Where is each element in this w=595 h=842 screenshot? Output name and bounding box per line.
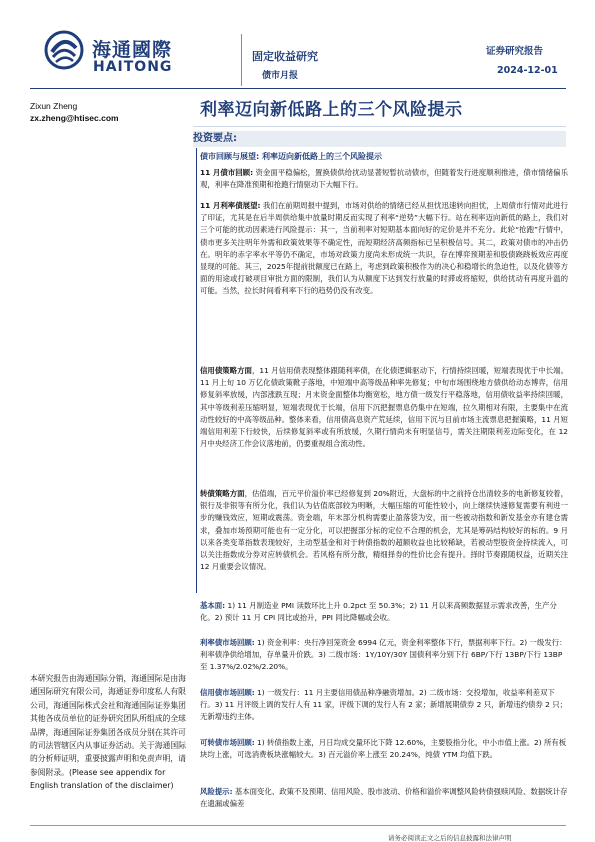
haitong-logo-icon [44,30,84,70]
section-lead: 利率债市场回顾: [200,638,255,647]
section-text: 1) 转债指数上涨，月日均成交量环比下降 12.60%，主要股指分化，中小市值上涨。2) 所有板块均上涨，可选消费板块涨幅较大。3) 百元溢价率上涨至 20.24%，纯债 YTM 均值下跌。 [200,738,567,760]
report-category: 固定收益研究 [252,50,318,63]
section-fundamentals [200,600,568,624]
paragraph-lead: 11 月利率债展望: [200,201,261,210]
author-name: Zixun Zheng [30,101,78,111]
header-divider [241,34,242,86]
paragraph-lead: 信用债策略方面 [200,366,252,375]
report-date: 2024-12-01 [497,65,558,76]
paragraph-market-review [200,167,568,191]
author-email: zx.zheng@htisec.com [30,113,119,123]
paragraph-text: ，估值端，百元平价溢价率已经修复到 20%附近，大盘标的中之前持仓出清较多的电新修复较着，银行及非银等有所分化，我们认为估值底部较为明晰，大幅压缩的可能性较小，向上继续快速修复需要有利进一步的赚钱效应，短期或震荡。资金端，年末部分机构需要止盈落袋为安，而一些被动指数和新发基金亦有建仓需求，叠加市场预期可能也有一定分化，可以把握部分标的定位不合理的机会，尤其是筹码结构较好的标的。9 月以来各类变革指数表现较好，主动型基金和对于转债指数的超额收益也比较稀缺，若被动型股资金持续流入，可以关注指数成分券对应转债机会。若风格有所分散，精细择券的性价比会有提升。择时节奏跟随权益，近期关注 12 月重要会议情况。 [200,489,568,572]
report-subcategory: 债市月报 [262,71,299,81]
highlights-label-bar [193,131,566,147]
section-lead: 风险提示: [200,787,233,796]
header-rule [30,88,566,89]
author-block [30,100,119,124]
section-text: 1) 资金利率：央行净回笼资金 6994 亿元，资金利率整体下行，票据利率下行。2) 一级发行：利率债净供给增加，存单量升价跌。3) 二级市场：1Y/10Y/30Y 国债利率分别下行 6BP/下行 13BP/下行 13BP 至 1.37%/2.02%/2.20%。 [200,638,567,672]
section-text: 1) 一级发行：11 月主要信用债品种净融资增加。2) 二级市场：交投增加，收益率利差双下行。3) 11 月评级上调的发行人有 11 家，评级下调的发行人有 2 家；新增展期债券 2 只，新增违约债券 2 只；无新增违约主体。 [200,688,568,722]
section-credit-review [200,687,568,724]
brand-name-cn: 海通國際 [92,39,173,61]
paragraph-text: 我们在前期周报中提到，市场对供给的情绪已经从担忧迅速转向担忧，上周债市行情对此进行了印证，尤其是在后半周供给集中放量时期反而实现了利率“逆势”大幅下行。站在利率迈向新低的路上，我们对三个可能的扰动因素进行风险提示：其一，当前利率对短期基本面向好的定价是并不充分。此轮“抢跑”行情中，债市更多关注明年外需和政策效果等不确定性，而短期经济高频指标已呈积极信号。其二，政策对债市的冲击仍在。明年的赤字率水平等仍不确定，市场对政策力度尚未形成统一共识，存在博弈预期差和股债跷跷板效应再度显现的可能。其三，2025年提前批额度已在路上，考虑到政策积极作为的决心和稳增长的急迫性，以及化债等方面的用途或打破项目审批方面的限制，我们认为从额度下达到发行放量的时滞或将缩短，供给扰动有再度升温的可能。当然，拉长时间看利率下行的趋势仍没有改变。 [200,201,568,296]
section-lead: 基本面: [200,601,226,610]
section-lead: 可转债市场回顾: [200,738,255,747]
paragraph-cb-strategy [200,488,568,573]
section-risk-warning [200,786,568,810]
report-type: 证券研究报告 [486,46,544,57]
section-text: 1) 11 月制造业 PMI 读数环比上升 0.2pct 至 50.3%；2) 11 月以来高频数据显示需求改善，生产分化。2) 预计 11 月 CPI 同比或抬升，PPI 同比降幅或会收。 [200,601,557,623]
section-heading: 债市回顾与展望: 利率迈向新低路上的三个风险提示 [200,152,382,161]
paragraph-text: 资金面平稳偏松，置换债供给扰动显著短暂抗动债市，但随着发行进度顺利推进，债市情绪偏乐观，利率在降准预期和抢跑行情驱动下大幅下行。 [200,168,568,190]
section-lead: 信用债市场回顾: [200,688,255,697]
brand-name-en: HAITONG [93,59,173,75]
section-text: 基本面变化、政策不及预期、信用风险、股市波动、价格和溢价率调整风险转债强赎风险、数据统计存在遗漏或偏差 [200,787,568,809]
paragraph-rates-outlook [200,200,568,298]
disclaimer: 本研究报告由海通国际分销，海通国际是由海通国际研究有限公司，海通证券印度私人有限公司，海通国际株式会社和海通国际证券集团其他各成员单位的证券研究团队所组成的全球品牌，海通国际证券集团各成员分别在其许可的司法管辖区内从事证券活动。关于海通国际的分析师证明，重要披露声明和免责声明，请参阅附录。(Please see appendix for English translation of the disclaimer) [30,674,186,791]
page-title: 利率迈向新低路上的三个风险提示 [200,100,463,120]
paragraph-lead: 11 月债市回顾: [200,168,254,177]
highlights-sidebar-rule [196,148,197,593]
footer-notice: 请务必阅读正文之后的信息披露和法律声明 [388,834,512,842]
paragraph-text: ，11 月信用债表现整体跟随利率债，在化债逻辑驱动下，行情持续回暖，短端表现优于中长端。11 月上旬 10 万亿化债政策靴子落地，中短端中高等级品种率先修复；中旬市场围绕地方债供给动态博弈，信用修复斜率放缓，内部涨跌互现；月末资金面整体均衡宽松，地方债一级发行平稳落地，信用债收益率持续回暖，其中等级利差压缩明显，短端表现优于长端，信用下沉把握票息仍集中在短端，拉久期相对有限，主要集中在流动性较好的中高等级品种。整体来看，信用债高息资产荒延续，信用下沉与目前市场主流票息把握策略，11 月短端信用利差下行较快，后续修复斜率或有所放缓，久期行情尚未有明显信号，需关注期限利差边际变化，在 12 月中央经济工作会议落地前，仍要重视组合流动性。 [200,366,568,449]
section-cb-review [200,737,568,761]
title-rule [193,126,566,127]
section-rates-review [200,637,568,674]
paragraph-lead: 转债策略方面 [200,489,245,498]
highlights-label: 投资要点: [193,133,237,144]
footer-rule [30,825,566,826]
paragraph-credit-strategy [200,365,568,450]
